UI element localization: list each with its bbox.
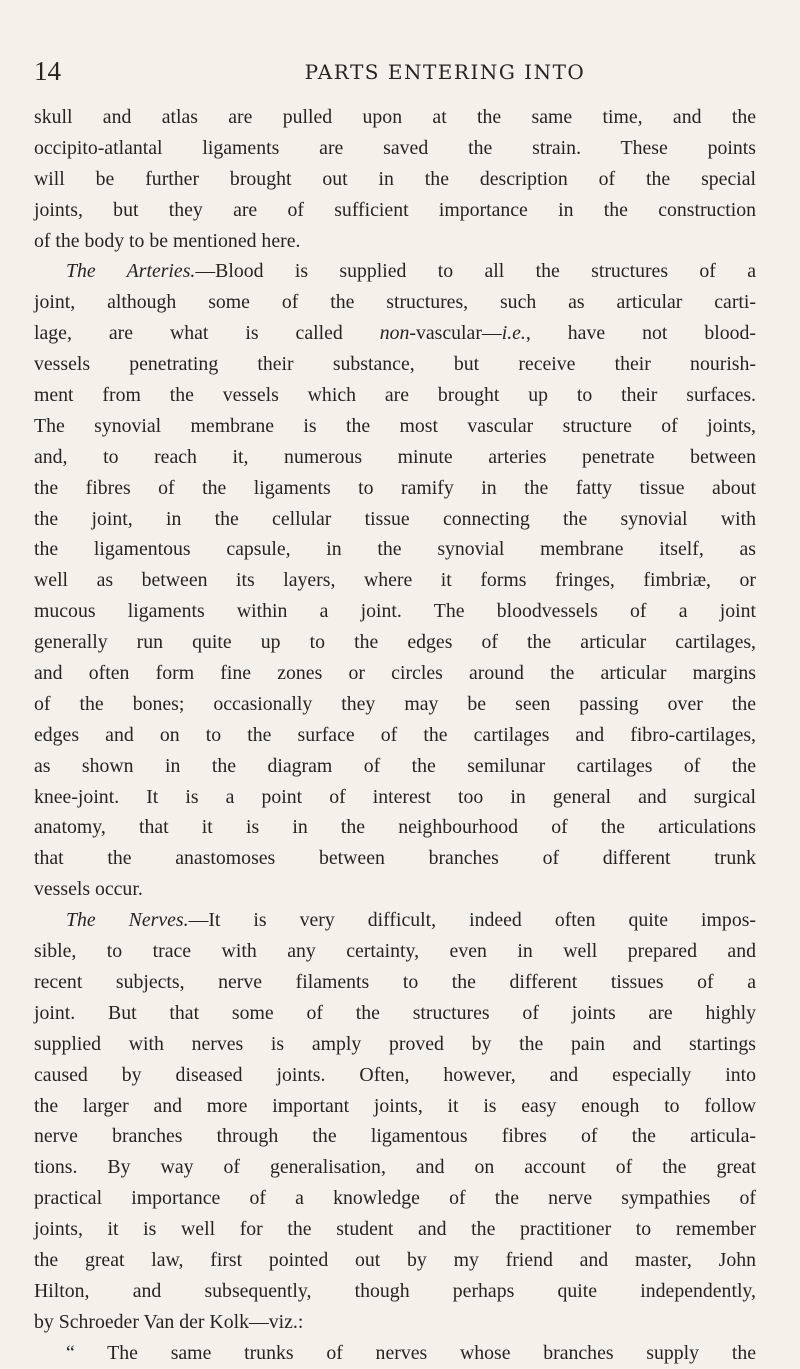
text-line: the joint, in the cellular tissue connecting the synovial with — [34, 507, 756, 530]
text-line: caused by diseased joints. Often, however, and especially into — [34, 1063, 756, 1086]
text-line: well as between its layers, where it forms fringes, fimbriæ, or — [34, 569, 756, 592]
section-heading-nerves: The Nerves. — [66, 909, 189, 932]
text-line: vessels occur. — [34, 878, 143, 901]
text-line: the great law, first pointed out by my friend and master, John — [34, 1248, 756, 1271]
text-line: joints, but they are of sufficient importance in the construction — [34, 198, 756, 221]
text-line: occipito-atlantal ligaments are saved the strain. These points — [34, 136, 756, 159]
text-line: generally run quite up to the edges of the articular cartilages, — [34, 631, 756, 654]
text-line: the fibres of the ligaments to ramify in the fatty tissue about — [34, 476, 756, 499]
text-line: edges and on to the surface of the cartilages and fibro-cartilages, — [34, 723, 756, 746]
text-run: lage, are what is called — [34, 322, 380, 345]
text-run: —It is very difficult, indeed often quite impos- — [188, 909, 756, 932]
italic-run: i.e. — [501, 322, 526, 345]
text-line: the larger and more important joints, it is easy enough to follow — [34, 1094, 756, 1117]
text-line — [34, 905, 756, 936]
italic-run: non — [379, 322, 410, 345]
text-line: as shown in the diagram of the semilunar cartilages of the — [34, 754, 756, 777]
text-line: of the body to be mentioned here. — [34, 229, 301, 252]
text-line — [34, 318, 756, 349]
body-text — [34, 102, 756, 1369]
text-line: vessels penetrating their substance, but receive their nourish- — [34, 353, 756, 376]
text-run: , have not blood- — [525, 322, 756, 345]
text-line: joints, it is well for the student and the practitioner to remember — [34, 1218, 756, 1241]
text-line — [34, 256, 756, 287]
text-line: sible, to trace with any certainty, even in well prepared and — [34, 940, 756, 963]
text-line: Hilton, and subsequently, though perhaps quite independently, — [34, 1279, 756, 1302]
text-line: will be further brought out in the description of the special — [34, 167, 756, 190]
text-line: skull and atlas are pulled upon at the same time, and the — [34, 106, 756, 128]
text-line: mucous ligaments within a joint. The bloodvessels of a joint — [34, 600, 756, 623]
text-line: “ The same trunks of nerves whose branches supply the — [66, 1341, 756, 1364]
text-line: practical importance of a knowledge of the nerve sympathies of — [34, 1187, 756, 1210]
section-heading-arteries: The Arteries. — [66, 260, 196, 283]
running-head — [34, 56, 756, 90]
text-line: supplied with nerves is amply proved by the pain and startings — [34, 1032, 756, 1055]
text-line: ment from the vessels which are brought up to their surfaces. — [34, 384, 756, 407]
text-line: nerve branches through the ligamentous fibres of the articula- — [34, 1125, 756, 1148]
text-line: by Schroeder Van der Kolk—viz.: — [34, 1310, 304, 1333]
text-line: of the bones; occasionally they may be seen passing over the — [34, 692, 756, 715]
text-line: knee-joint. It is a point of interest too in general and surgical — [34, 785, 756, 808]
text-run: —Blood is supplied to all the structures of a — [195, 260, 756, 283]
text-line: anatomy, that it is in the neighbourhood of the articulations — [34, 816, 756, 839]
text-line: and often form fine zones or circles around the articular margins — [34, 662, 756, 685]
running-title: PARTS ENTERING INTO — [304, 60, 586, 84]
text-line: recent subjects, nerve filaments to the different tissues of a — [34, 970, 756, 993]
text-line: the ligamentous capsule, in the synovial membrane itself, as — [34, 538, 756, 561]
text-line: and, to reach it, numerous minute arteries penetrate between — [34, 445, 756, 468]
page-number: 14 — [34, 56, 61, 86]
text-line: The synovial membrane is the most vascular structure of joints, — [34, 414, 756, 437]
text-line: joint. But that some of the structures of joints are highly — [34, 1001, 756, 1024]
text-line: joint, although some of the structures, such as articular carti- — [34, 291, 756, 314]
text-line: tions. By way of generalisation, and on account of the great — [34, 1156, 756, 1179]
text-run: -vascular— — [409, 322, 502, 345]
text-line: that the anastomoses between branches of different trunk — [34, 847, 756, 870]
